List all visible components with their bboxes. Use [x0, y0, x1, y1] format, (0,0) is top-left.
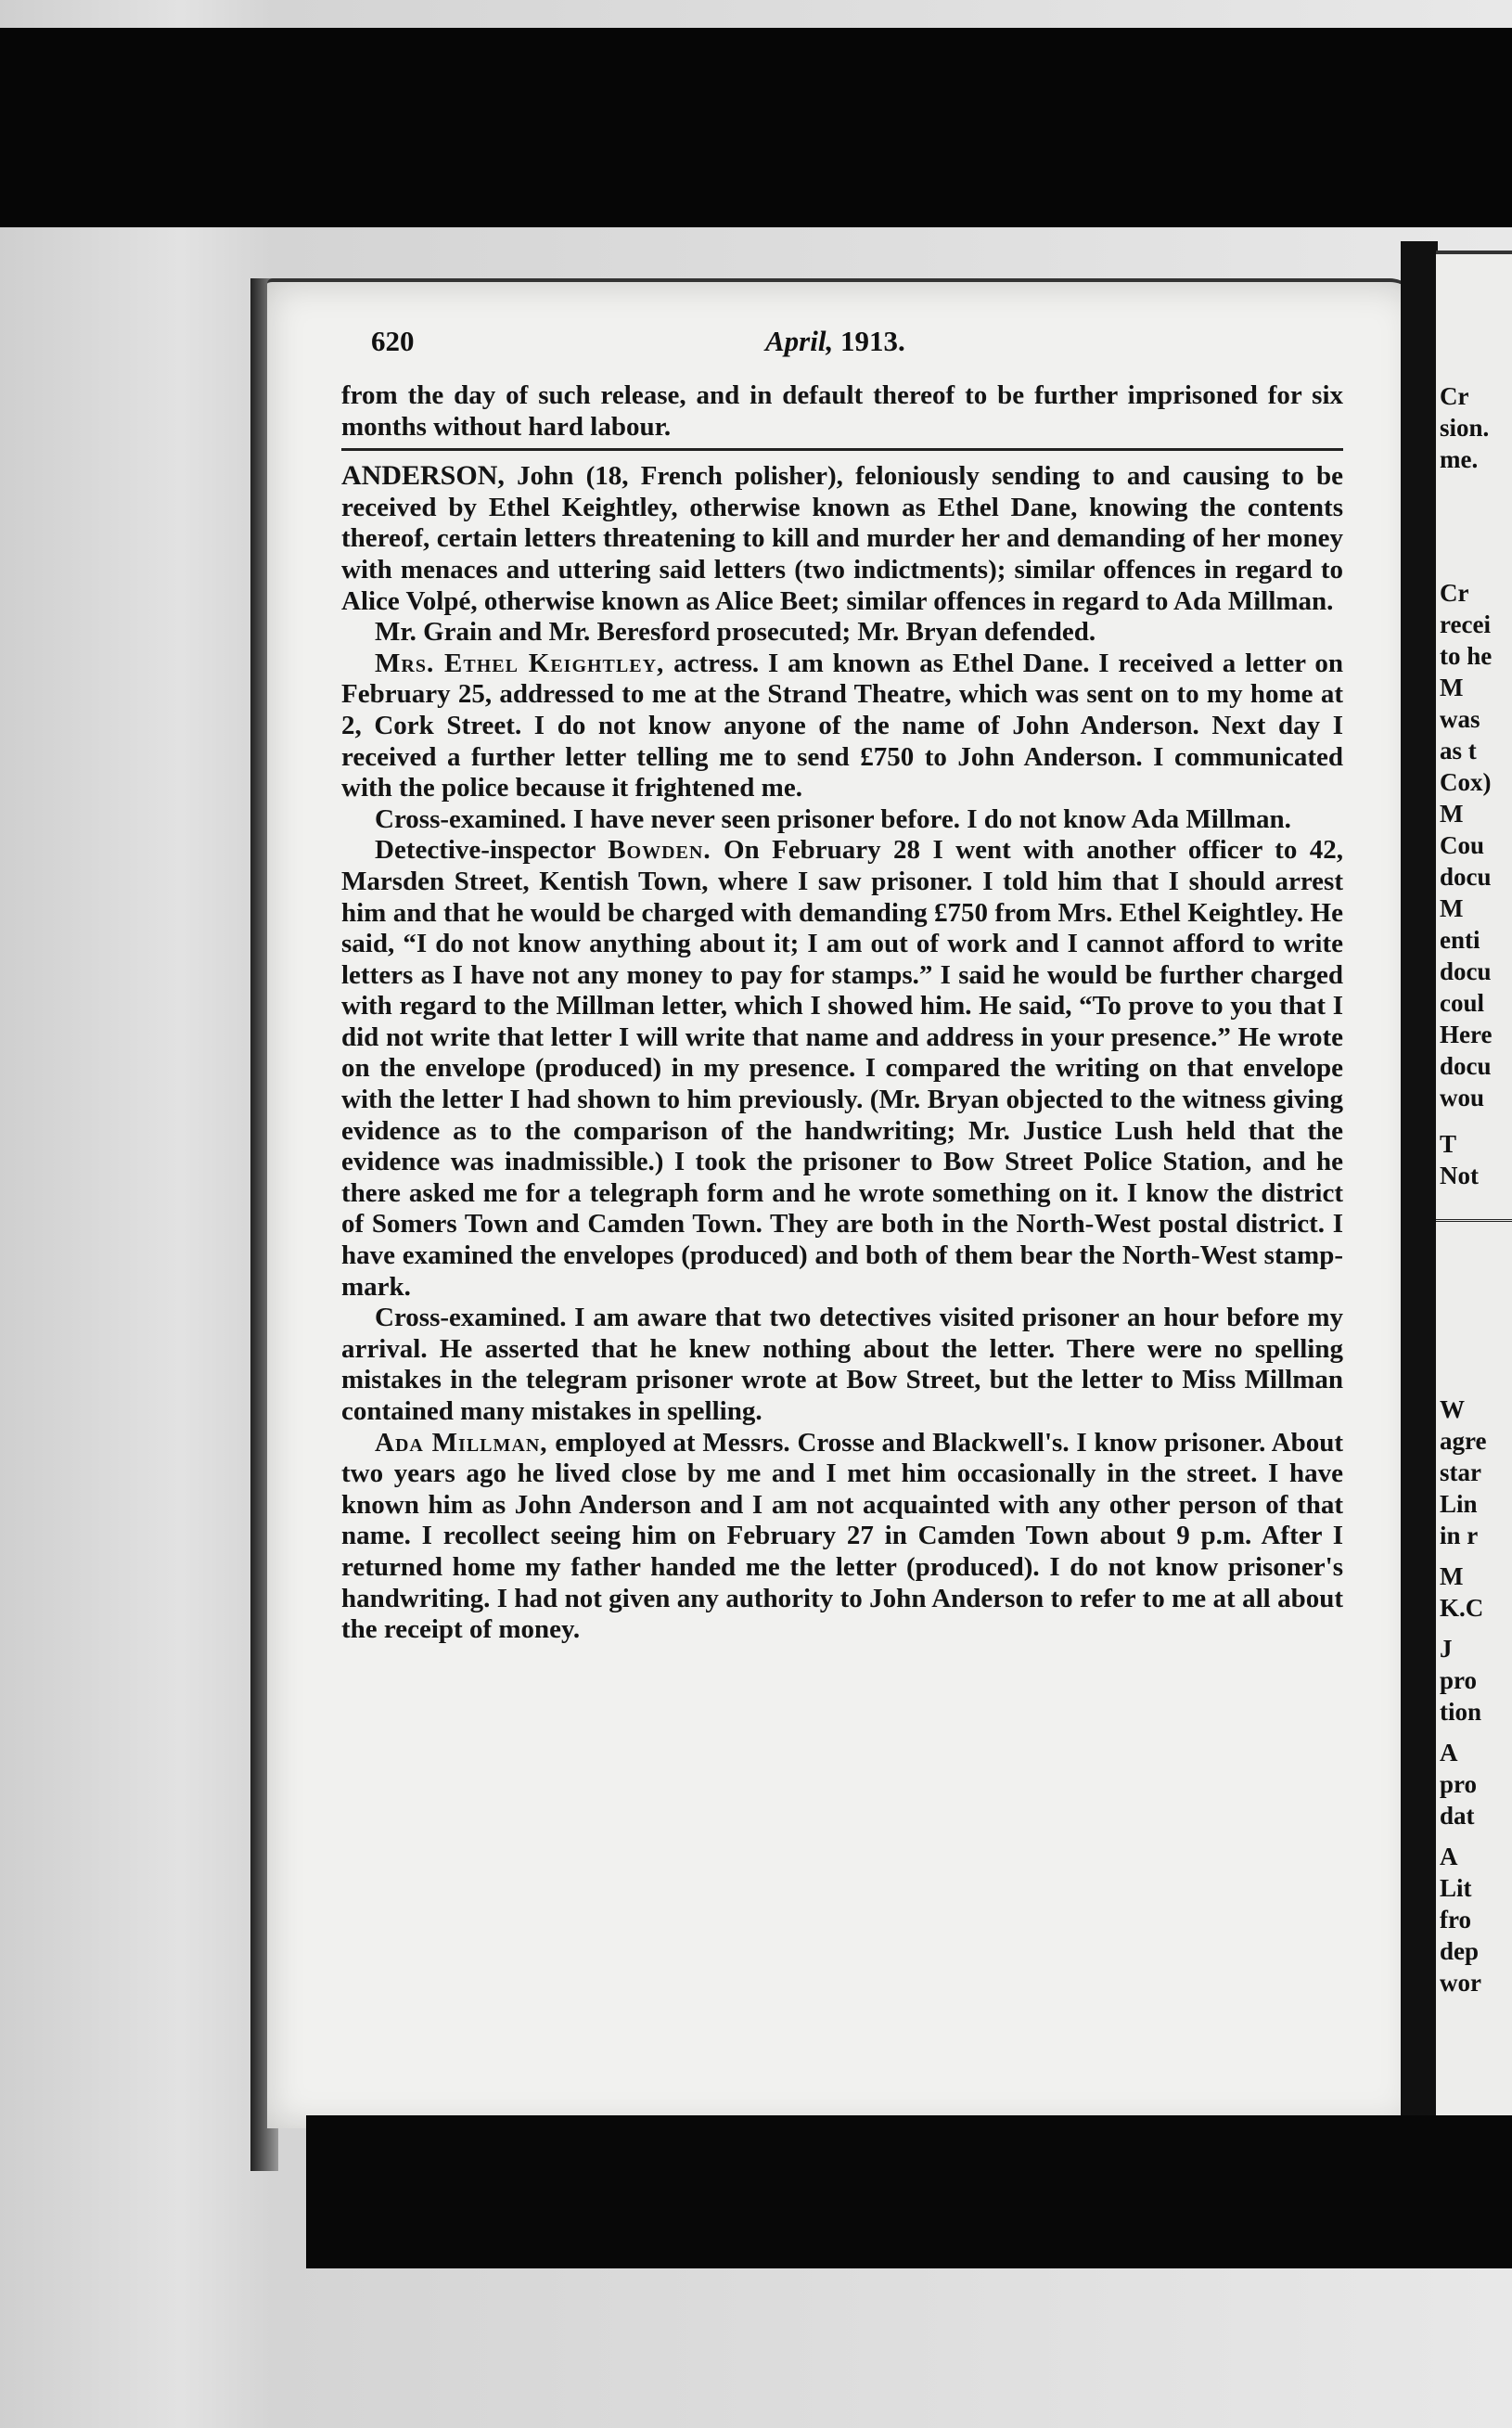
facing-fragment: to he	[1440, 642, 1493, 670]
facing-fragment: M	[1440, 674, 1464, 701]
facing-fragment: pro	[1440, 1666, 1478, 1694]
testimony-text: On February 28 I went with another officer to 42, Marsden Street, Kentish Town, where I saw prisoner. I told him that I should arrest him and that he would be charged with demanding £750 from Mrs. Ethel Keightley. He said, “I do not know anything about it; I am out of work and I cannot afford to write letters as I have not any money to pay for stamps.” I said he would be further charged with regard to the Millman letter, which I showed him. He said, “To prove to you that I did not write that letter I will write that name and address in your presence.” He wrote on the envelope (produced) in my presence. I compared the writing on that envelope with the letter I had shown to him previously. (Mr. Bryan objected to the witness giving evidence as to the comparison of the handwriting; Mr. Justice Lush held that the evidence was inadmissible.) I took the prisoner to Bow Street Police Station, and he there asked me for a telegraph form and he wrote something on it. I know the district of Somers Town and Camden Town. They are both in the North-West postal district. I have examined the envelopes (produced) and both of them bear the North-West stamp-mark.	[341, 835, 1343, 1302]
testimony-text: Cross-examined. I have never seen prisoner before. I do not know Ada Millman.	[375, 803, 1291, 834]
testimony-paragraph	[341, 1428, 1343, 1646]
facing-fragment: dep	[1440, 1937, 1480, 1965]
film-band-top	[0, 28, 1512, 227]
facing-fragment: agre	[1440, 1427, 1487, 1455]
testimony-text: employed at Messrs. Crosse and Blackwell's. I know prisoner. About two years ago he lived close by me and I met him occasionally in the street. I have known him as John Anderson and I am not acquainted with any other person of that name. I recollect seeing him on February 27 in Camden Town about 9 p.m. After I returned home my father handed me the letter (produced). I do not know prisoner's handwriting. I had not given any authority to John Anderson to refer to me at all about the receipt of money.	[341, 1427, 1343, 1645]
film-band-bottom	[306, 2115, 1512, 2268]
facing-fragment: dat	[1440, 1802, 1475, 1830]
witness-name: Ada Millman,	[375, 1427, 548, 1458]
facing-page	[1436, 251, 1512, 2138]
facing-fragment: A	[1440, 1739, 1458, 1766]
facing-fragment: docu	[1440, 863, 1492, 891]
charge-text: John (18, French polisher), feloniously sending to and causing to be received by Ethel Keightley, otherwise known as Ethel Dane, knowing the contents thereof, certain letters threatening to kill and murder her and demanding of her money with menaces and uttering said letters (two indictments); similar offences in regard to Alice Volpé, otherwise known as Alice Beet; similar offences in regard to Ada Millman.	[341, 461, 1343, 616]
facing-fragment: Cr	[1440, 382, 1469, 410]
testimony-paragraph	[341, 1303, 1343, 1427]
section-rule	[341, 448, 1343, 451]
facing-fragment: wor	[1440, 1969, 1481, 1997]
continuation-paragraph: from the day of such release, and in default thereof to be further imprisoned for six months without hard labour.	[341, 380, 1343, 442]
facing-fragment: fro	[1440, 1906, 1471, 1933]
facing-fragment: as t	[1440, 737, 1477, 764]
testimony-paragraph	[341, 804, 1343, 836]
facing-fragment: in r	[1440, 1522, 1479, 1549]
defendant-surname: ANDERSON,	[341, 460, 505, 492]
facing-fragment: coul	[1440, 989, 1485, 1017]
page-body	[341, 380, 1343, 1646]
facing-fragment: pro	[1440, 1770, 1478, 1798]
testimony-paragraph	[341, 835, 1343, 1303]
page-header	[371, 325, 1336, 362]
facing-fragment: wou	[1440, 1084, 1485, 1111]
counsel-paragraph: Mr. Grain and Mr. Beresford prosecuted; Mr. Bryan defended.	[375, 617, 1096, 648]
facing-fragment: Cou	[1440, 831, 1485, 859]
facing-fragment: docu	[1440, 1052, 1492, 1080]
facing-fragment: tion	[1440, 1698, 1482, 1726]
testimony-paragraph	[341, 649, 1343, 804]
facing-fragment: Cr	[1440, 579, 1469, 607]
facing-fragment: recei	[1440, 610, 1491, 638]
facing-fragment: star	[1440, 1458, 1481, 1486]
case-heading	[341, 460, 1343, 617]
header-month: April,	[765, 325, 834, 357]
facing-fragment: M	[1440, 894, 1464, 922]
book-gutter	[1401, 241, 1438, 2134]
witness-prefix: Detective-inspector	[375, 835, 609, 866]
facing-fragment: M	[1440, 800, 1464, 828]
facing-fragment: A	[1440, 1843, 1458, 1870]
facing-fragment: enti	[1440, 926, 1480, 954]
facing-fragment: me.	[1440, 445, 1479, 473]
running-title	[765, 325, 905, 358]
facing-fragment: sion.	[1440, 414, 1490, 442]
facing-fragment: Lin	[1440, 1490, 1478, 1518]
page-number: 620	[371, 325, 415, 357]
facing-fragment: K.C	[1440, 1594, 1484, 1622]
facing-rule	[1436, 1219, 1512, 1222]
facing-fragment: docu	[1440, 957, 1492, 985]
header-year: 1913.	[839, 325, 905, 357]
testimony-text: actress. I am known as Ethel Dane. I received a letter on February 25, addressed to me at the Strand Theatre, which was sent on to my home at 2, Cork Street. I do not know anyone of the name of John Anderson. Next day I received a further letter telling me to send £750 to John Anderson. I communicated with the police because it frightened me.	[341, 648, 1343, 803]
facing-fragment: Cox)	[1440, 768, 1492, 796]
facing-fragment: was	[1440, 705, 1480, 733]
facing-fragment: Here	[1440, 1021, 1493, 1048]
facing-fragment: Not	[1440, 1162, 1479, 1189]
facing-fragment: T	[1440, 1130, 1457, 1158]
witness-name: Bowden.	[608, 835, 711, 866]
testimony-text: Cross-examined. I am aware that two detectives visited prisoner an hour before my arrival. He asserted that he knew nothing about the letter. There were no spelling mistakes in the telegram prisoner wrote at Bow Street, but the letter to Miss Millman contained many mistakes in spelling.	[341, 1303, 1343, 1426]
facing-fragment: W	[1440, 1395, 1465, 1423]
facing-fragment: J	[1440, 1635, 1453, 1663]
facing-fragment: M	[1440, 1562, 1464, 1590]
witness-name: Mrs. Ethel Keightley,	[375, 648, 665, 678]
facing-fragment: Lit	[1440, 1874, 1472, 1902]
